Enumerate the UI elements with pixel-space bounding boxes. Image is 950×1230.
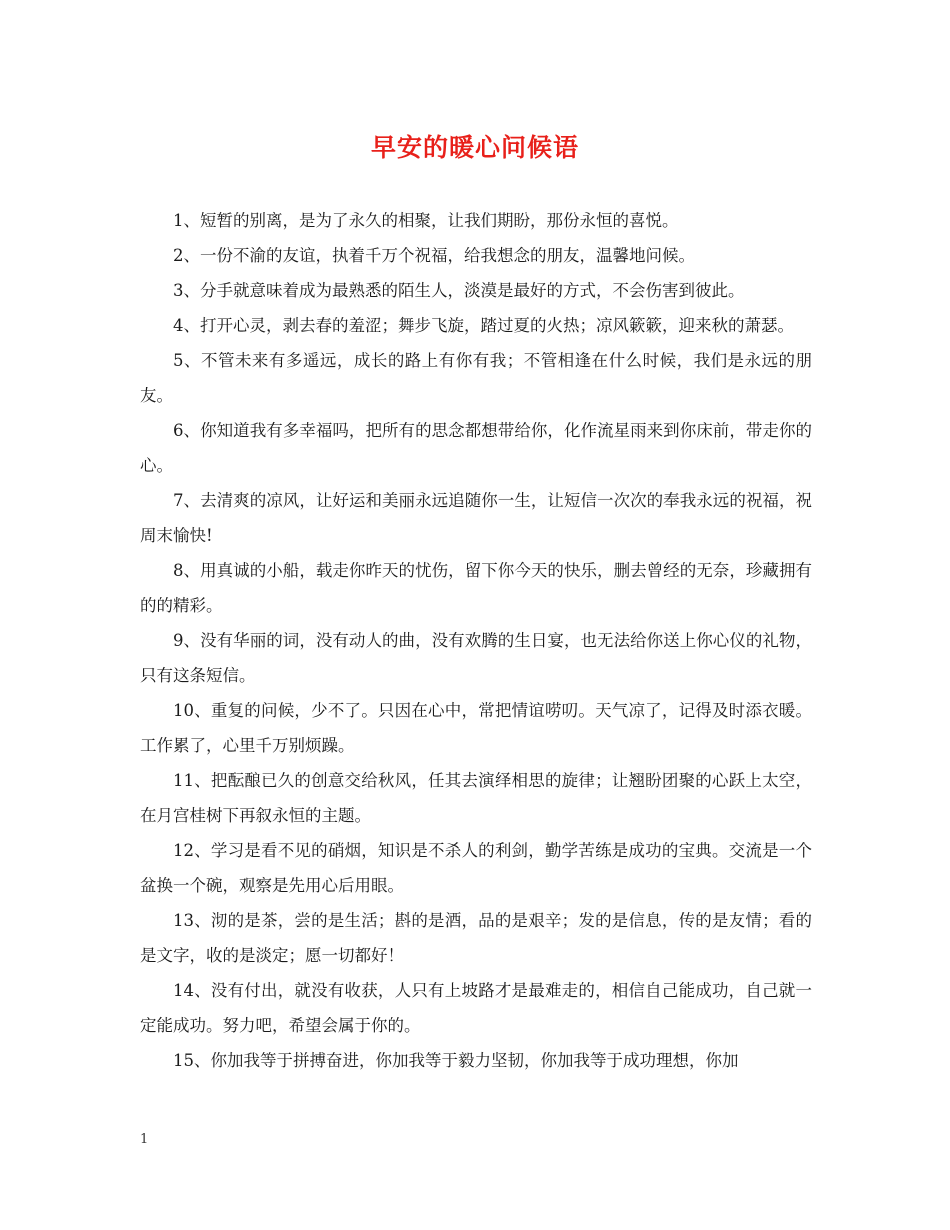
paragraph-14: 14、没有付出，就没有收获，人只有上坡路才是最难走的，相信自己能成功，自己就一定能成功。努力吧，希望会属于你的。 (140, 981, 812, 1035)
paragraph-13: 13、沏的是茶，尝的是生活；斟的是酒，品的是艰辛；发的是信息，传的是友情；看的是文字，收的是淡定；愿一切都好！ (140, 911, 812, 965)
document-body (140, 203, 812, 1078)
document-title: 早安的暖心问候语 (370, 133, 579, 162)
paragraph-12: 12、学习是看不见的硝烟，知识是不杀人的利剑，勤学苦练是成功的宝典。交流是一个盆换一个碗，观察是先用心后用眼。 (140, 841, 812, 895)
paragraph-8: 8、用真诚的小船，载走你昨天的忧伤，留下你今天的快乐，删去曾经的无奈，珍藏拥有的的精彩。 (140, 561, 812, 615)
paragraph-6: 6、你知道我有多幸福吗，把所有的思念都想带给你，化作流星雨来到你床前，带走你的心。 (140, 421, 812, 475)
paragraph-15: 15、你加我等于拼搏奋进，你加我等于毅力坚韧，你加我等于成功理想，你加 (173, 1051, 739, 1070)
page-number: 1 (140, 1132, 149, 1147)
paragraph-9: 9、没有华丽的词，没有动人的曲，没有欢腾的生日宴，也无法给你送上你心仪的礼物，只有这条短信。 (140, 631, 812, 685)
paragraph-4: 4、打开心灵，剥去春的羞涩；舞步飞旋，踏过夏的火热；凉风簌簌，迎来秋的萧瑟。 (173, 316, 794, 335)
paragraph-7: 7、去清爽的凉风，让好运和美丽永远追随你一生，让短信一次次的奉我永远的祝福，祝周末愉快! (140, 491, 812, 545)
paragraph-2: 2、一份不渝的友谊，执着千万个祝福，给我想念的朋友，温馨地问候。 (173, 246, 695, 265)
paragraph-10: 10、重复的问候，少不了。只因在心中，常把情谊唠叨。天气凉了，记得及时添衣暖。工作累了，心里千万别烦躁。 (140, 701, 812, 755)
paragraph-3: 3、分手就意味着成为最熟悉的陌生人，淡漠是最好的方式，不会伤害到彼此。 (173, 281, 745, 300)
paragraph-5: 5、不管未来有多遥远，成长的路上有你有我；不管相逢在什么时候，我们是永远的朋友。 (140, 351, 812, 405)
paragraph-1: 1、短暂的别离，是为了永久的相聚，让我们期盼，那份永恒的喜悦。 (173, 211, 679, 230)
paragraph-11: 11、把酝酿已久的创意交给秋风，任其去演绎相思的旋律；让翘盼团聚的心跃上太空，在月宫桂树下再叙永恒的主题。 (140, 771, 812, 825)
